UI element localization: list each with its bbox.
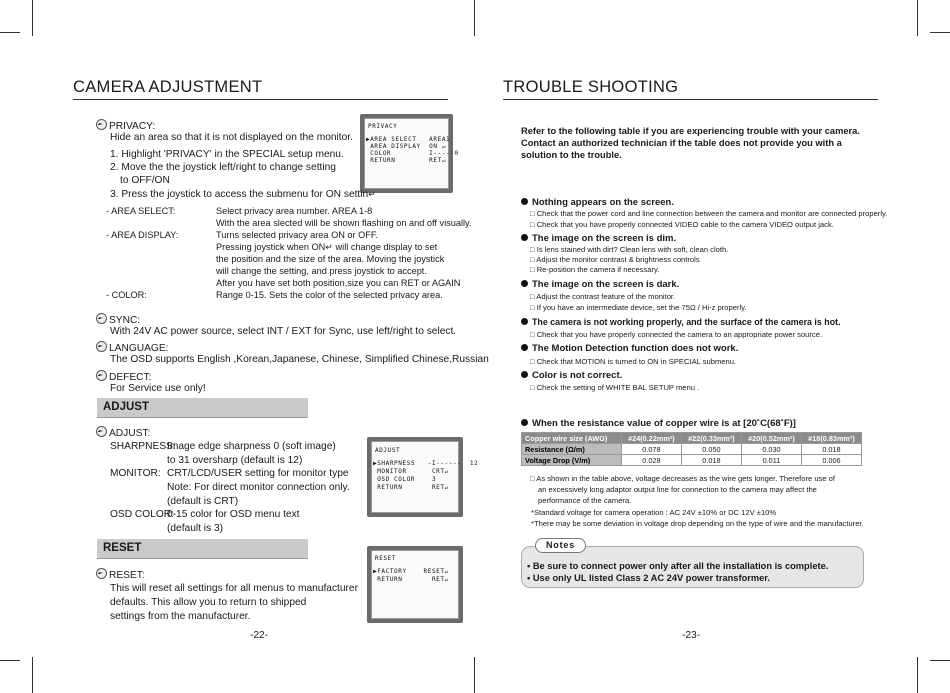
sync-heading: SYNC: bbox=[96, 313, 140, 327]
issue-item: □ Check that you have properly connected VIDEO cable to the camera VIDEO output jack. bbox=[530, 220, 834, 229]
crop-mark bbox=[0, 32, 20, 33]
privacy-step: 2. Move the the joystick left/right to change setting bbox=[110, 162, 336, 173]
arrow-bullet-icon bbox=[96, 370, 107, 381]
adjust-val: to 31 oversharp (default is 12) bbox=[167, 455, 303, 466]
issue-item: □ Is lens stained with dirt? Clean lens with soft, clean cloth. bbox=[530, 245, 729, 254]
privacy-osd-screen bbox=[360, 114, 459, 193]
std-note: *Standard voltage for camera operation : AC 24V ±10% or DC 12V ±10% bbox=[531, 508, 777, 517]
copper-heading: When the resistance value of copper wire is at [20˚C(68˚F)] bbox=[521, 418, 796, 430]
item-line: After you have set both position,size you can RET or AGAIN bbox=[216, 278, 461, 288]
crop-mark bbox=[32, 0, 33, 36]
reset-line: settings from the manufacturer. bbox=[110, 611, 251, 622]
arrow-bullet-icon bbox=[96, 313, 107, 324]
bullet-icon bbox=[521, 280, 528, 287]
enter-icon: ↵ bbox=[368, 189, 376, 199]
osd-title: RESET bbox=[375, 555, 397, 562]
item-line: With the area slected will be shown flashing on and off visually. bbox=[216, 218, 472, 228]
table-cell: Voltage Drop (V/m) bbox=[522, 455, 622, 466]
table-header-row bbox=[522, 433, 862, 444]
osd-row: RETURN RET↵ bbox=[373, 576, 449, 583]
adjust-section-bar: ADJUST bbox=[97, 398, 308, 418]
item-key: - AREA DISPLAY: bbox=[106, 230, 179, 240]
osd-row: ▶SHARPNESS -I------ 12 bbox=[373, 460, 479, 467]
table-cell: 0.078 bbox=[621, 444, 681, 455]
issue-item: □ Adjust the contrast feature of the monitor. bbox=[530, 292, 676, 301]
table-cell: 0.028 bbox=[621, 455, 681, 466]
reset-heading: RESET: bbox=[96, 568, 145, 582]
bullet-icon bbox=[521, 318, 528, 325]
page-title-right: TROUBLE SHOOTING bbox=[503, 78, 679, 96]
table-row bbox=[522, 444, 862, 455]
bullet-icon bbox=[521, 234, 528, 241]
osd-row: COLOR I-----0 bbox=[366, 150, 459, 157]
bullet-icon bbox=[521, 419, 528, 426]
issue-item: □ Check the setting of WHITE BAL SETUP menu . bbox=[530, 383, 700, 392]
osd-row: ▶FACTORY RESET↵ bbox=[373, 568, 449, 575]
crop-mark bbox=[917, 0, 918, 36]
issue-heading: The Motion Detection function does not work. bbox=[521, 343, 738, 355]
table-cell: 0.018 bbox=[801, 444, 861, 455]
issue-item: □ Check that the power cord and line connection between the camera and monitor are connected properly. bbox=[530, 209, 888, 218]
adjust-val: Note: For direct monitor connection only. bbox=[167, 482, 350, 493]
issue-heading: Nothing appears on the screen. bbox=[521, 197, 674, 209]
table-cell: 0.050 bbox=[681, 444, 741, 455]
issue-item: □ Check that MOTION is turned to ON in SPECIAL submenu. bbox=[530, 357, 737, 366]
page-number-left: -22- bbox=[250, 630, 269, 641]
adjust-val: 0-15 color for OSD menu text bbox=[167, 509, 300, 520]
arrow-bullet-icon bbox=[96, 119, 107, 130]
bullet-icon bbox=[521, 344, 528, 351]
language-heading: LANGUAGE: bbox=[96, 341, 168, 355]
page-number-right: -23- bbox=[682, 630, 701, 641]
std-note: *There may be some deviation in voltage drop depending on the type of wire and the manufacturer. bbox=[531, 519, 864, 528]
sync-desc: With 24V AC power source, select INT / EXT for Sync, use left/right to select. bbox=[110, 326, 457, 337]
item-line: Turns selected privacy area ON or OFF. bbox=[216, 230, 379, 240]
osd-title: ADJUST bbox=[375, 447, 401, 454]
crop-mark bbox=[0, 660, 20, 661]
adjust-val: (default is 3) bbox=[167, 523, 224, 534]
bullet-icon bbox=[521, 371, 528, 378]
issue-heading: The image on the screen is dark. bbox=[521, 279, 679, 291]
bullet-icon bbox=[521, 198, 528, 205]
item-line: Pressing joystick when ON↵ will change display to set bbox=[216, 242, 438, 252]
adjust-val: Image edge sharpness 0 (soft image) bbox=[167, 441, 336, 452]
issue-item: □ Re-position the camera if necessary. bbox=[530, 265, 660, 274]
item-line: Select privacy area number. AREA 1-8 bbox=[216, 206, 373, 216]
osd-row: MONITOR CRT↵ bbox=[373, 468, 449, 475]
reset-section-bar: RESET bbox=[97, 539, 308, 559]
adjust-val: CRT/LCD/USER setting for monitor type bbox=[167, 468, 349, 479]
osd-row: OSD COLOR 3 bbox=[373, 476, 437, 483]
copper-note: an excessively long adaptor output line for connection to the camera may affect the bbox=[538, 485, 817, 494]
crop-mark bbox=[474, 0, 475, 36]
intro-line: Refer to the following table if you are experiencing trouble with your camera. bbox=[521, 126, 860, 136]
issue-heading: The image on the screen is dim. bbox=[521, 233, 676, 245]
notes-label: Notes bbox=[535, 538, 586, 553]
privacy-heading: PRIVACY: bbox=[96, 119, 155, 133]
arrow-bullet-icon bbox=[96, 341, 107, 352]
issue-item: □ Adjust the monitor contrast & brightness controls bbox=[530, 255, 700, 264]
defect-heading: DEFECT: bbox=[96, 370, 151, 384]
table-cell: 0.030 bbox=[741, 444, 801, 455]
copper-wire-table bbox=[521, 432, 862, 466]
arrow-bullet-icon bbox=[96, 568, 107, 579]
page-title-left: CAMERA ADJUSTMENT bbox=[73, 78, 263, 96]
osd-row: RETURN RET↵ bbox=[373, 484, 449, 491]
crop-mark bbox=[930, 660, 950, 661]
enter-icon: ↵ bbox=[325, 242, 333, 252]
privacy-desc: Hide an area so that it is not displayed on the monitor. bbox=[110, 132, 353, 143]
adjust-key: OSD COLOR: bbox=[110, 509, 174, 520]
item-line: the position and the size of the area. Moving the joystick bbox=[216, 254, 445, 264]
item-key: - AREA SELECT: bbox=[106, 206, 176, 216]
item-key: - COLOR: bbox=[106, 290, 147, 300]
table-header-cell: #20(0.52mm²) bbox=[741, 433, 801, 444]
table-row bbox=[522, 455, 862, 466]
intro-line: Contact an authorized technician if the table does not provide you with a bbox=[521, 138, 842, 148]
crop-mark bbox=[474, 657, 475, 693]
osd-title: PRIVACY bbox=[368, 123, 398, 130]
adjust-heading: ADJUST: bbox=[96, 426, 150, 440]
intro-line: solution to the trouble. bbox=[521, 150, 622, 160]
title-rule bbox=[73, 99, 448, 100]
notes-line: • Be sure to connect power only after all the installation is complete. bbox=[527, 561, 829, 571]
table-cell: Resistance (Ω/m) bbox=[522, 444, 622, 455]
issue-item: □ Check that you have properly connected the camera to an appropriate power source. bbox=[530, 330, 823, 339]
table-cell: 0.018 bbox=[681, 455, 741, 466]
language-desc: The OSD supports English ,Korean,Japanese, Chinese, Simplified Chinese,Russian bbox=[110, 354, 489, 365]
item-line: will change the setting, and press joystick to accept. bbox=[216, 266, 427, 276]
adjust-key: SHARPNESS: bbox=[110, 441, 176, 452]
adjust-val: (default is CRT) bbox=[167, 496, 239, 507]
issue-heading: The camera is not working properly, and the surface of the camera is hot. bbox=[521, 316, 841, 328]
reset-osd-screen bbox=[367, 546, 463, 623]
privacy-step: 1. Highlight 'PRIVACY' in the SPECIAL setup menu. bbox=[110, 149, 344, 160]
table-header-cell: #18(0.83mm²) bbox=[801, 433, 861, 444]
privacy-step: 3. Press the joystick to access the submenu for ON settin↵ bbox=[110, 189, 376, 200]
adjust-osd-screen bbox=[367, 437, 479, 517]
item-line: Range 0-15. Sets the color of the selected privacy area. bbox=[216, 290, 443, 300]
table-cell: 0.011 bbox=[741, 455, 801, 466]
table-header-cell: Copper wire size (AWG) bbox=[522, 433, 622, 444]
arrow-bullet-icon bbox=[96, 426, 107, 437]
issue-heading: Color is not correct. bbox=[521, 370, 622, 382]
defect-desc: For Service use only! bbox=[110, 383, 206, 394]
copper-note: performance of the camera. bbox=[538, 496, 632, 505]
table-cell: 0.006 bbox=[801, 455, 861, 466]
notes-line: • Use only UL listed Class 2 AC 24V power transformer. bbox=[527, 573, 770, 583]
privacy-step: to OFF/ON bbox=[120, 175, 170, 186]
osd-row: RETURN RET↵ bbox=[366, 157, 447, 164]
crop-mark bbox=[917, 657, 918, 693]
reset-line: This will reset all settings for all menus to manufacturer bbox=[110, 583, 358, 594]
title-rule bbox=[503, 99, 878, 100]
table-header-cell: #22(0.33mm²) bbox=[681, 433, 741, 444]
table-header-cell: #24(0.22mm²) bbox=[621, 433, 681, 444]
crop-mark bbox=[32, 657, 33, 693]
adjust-key: MONITOR: bbox=[110, 468, 161, 479]
crop-mark bbox=[930, 32, 950, 33]
osd-row: ▶AREA SELECT AREA1 bbox=[366, 136, 451, 143]
issue-item: □ If you have an intermediate device, set the 75Ω / Hi-z properly. bbox=[530, 303, 747, 312]
copper-note: □ As shown in the table above, voltage decreases as the wire gets longer. Therefore use of bbox=[530, 474, 836, 483]
reset-line: defaults. This allow you to return to shipped bbox=[110, 597, 307, 608]
osd-row: AREA DISPLAY ON ↵ bbox=[366, 143, 447, 150]
